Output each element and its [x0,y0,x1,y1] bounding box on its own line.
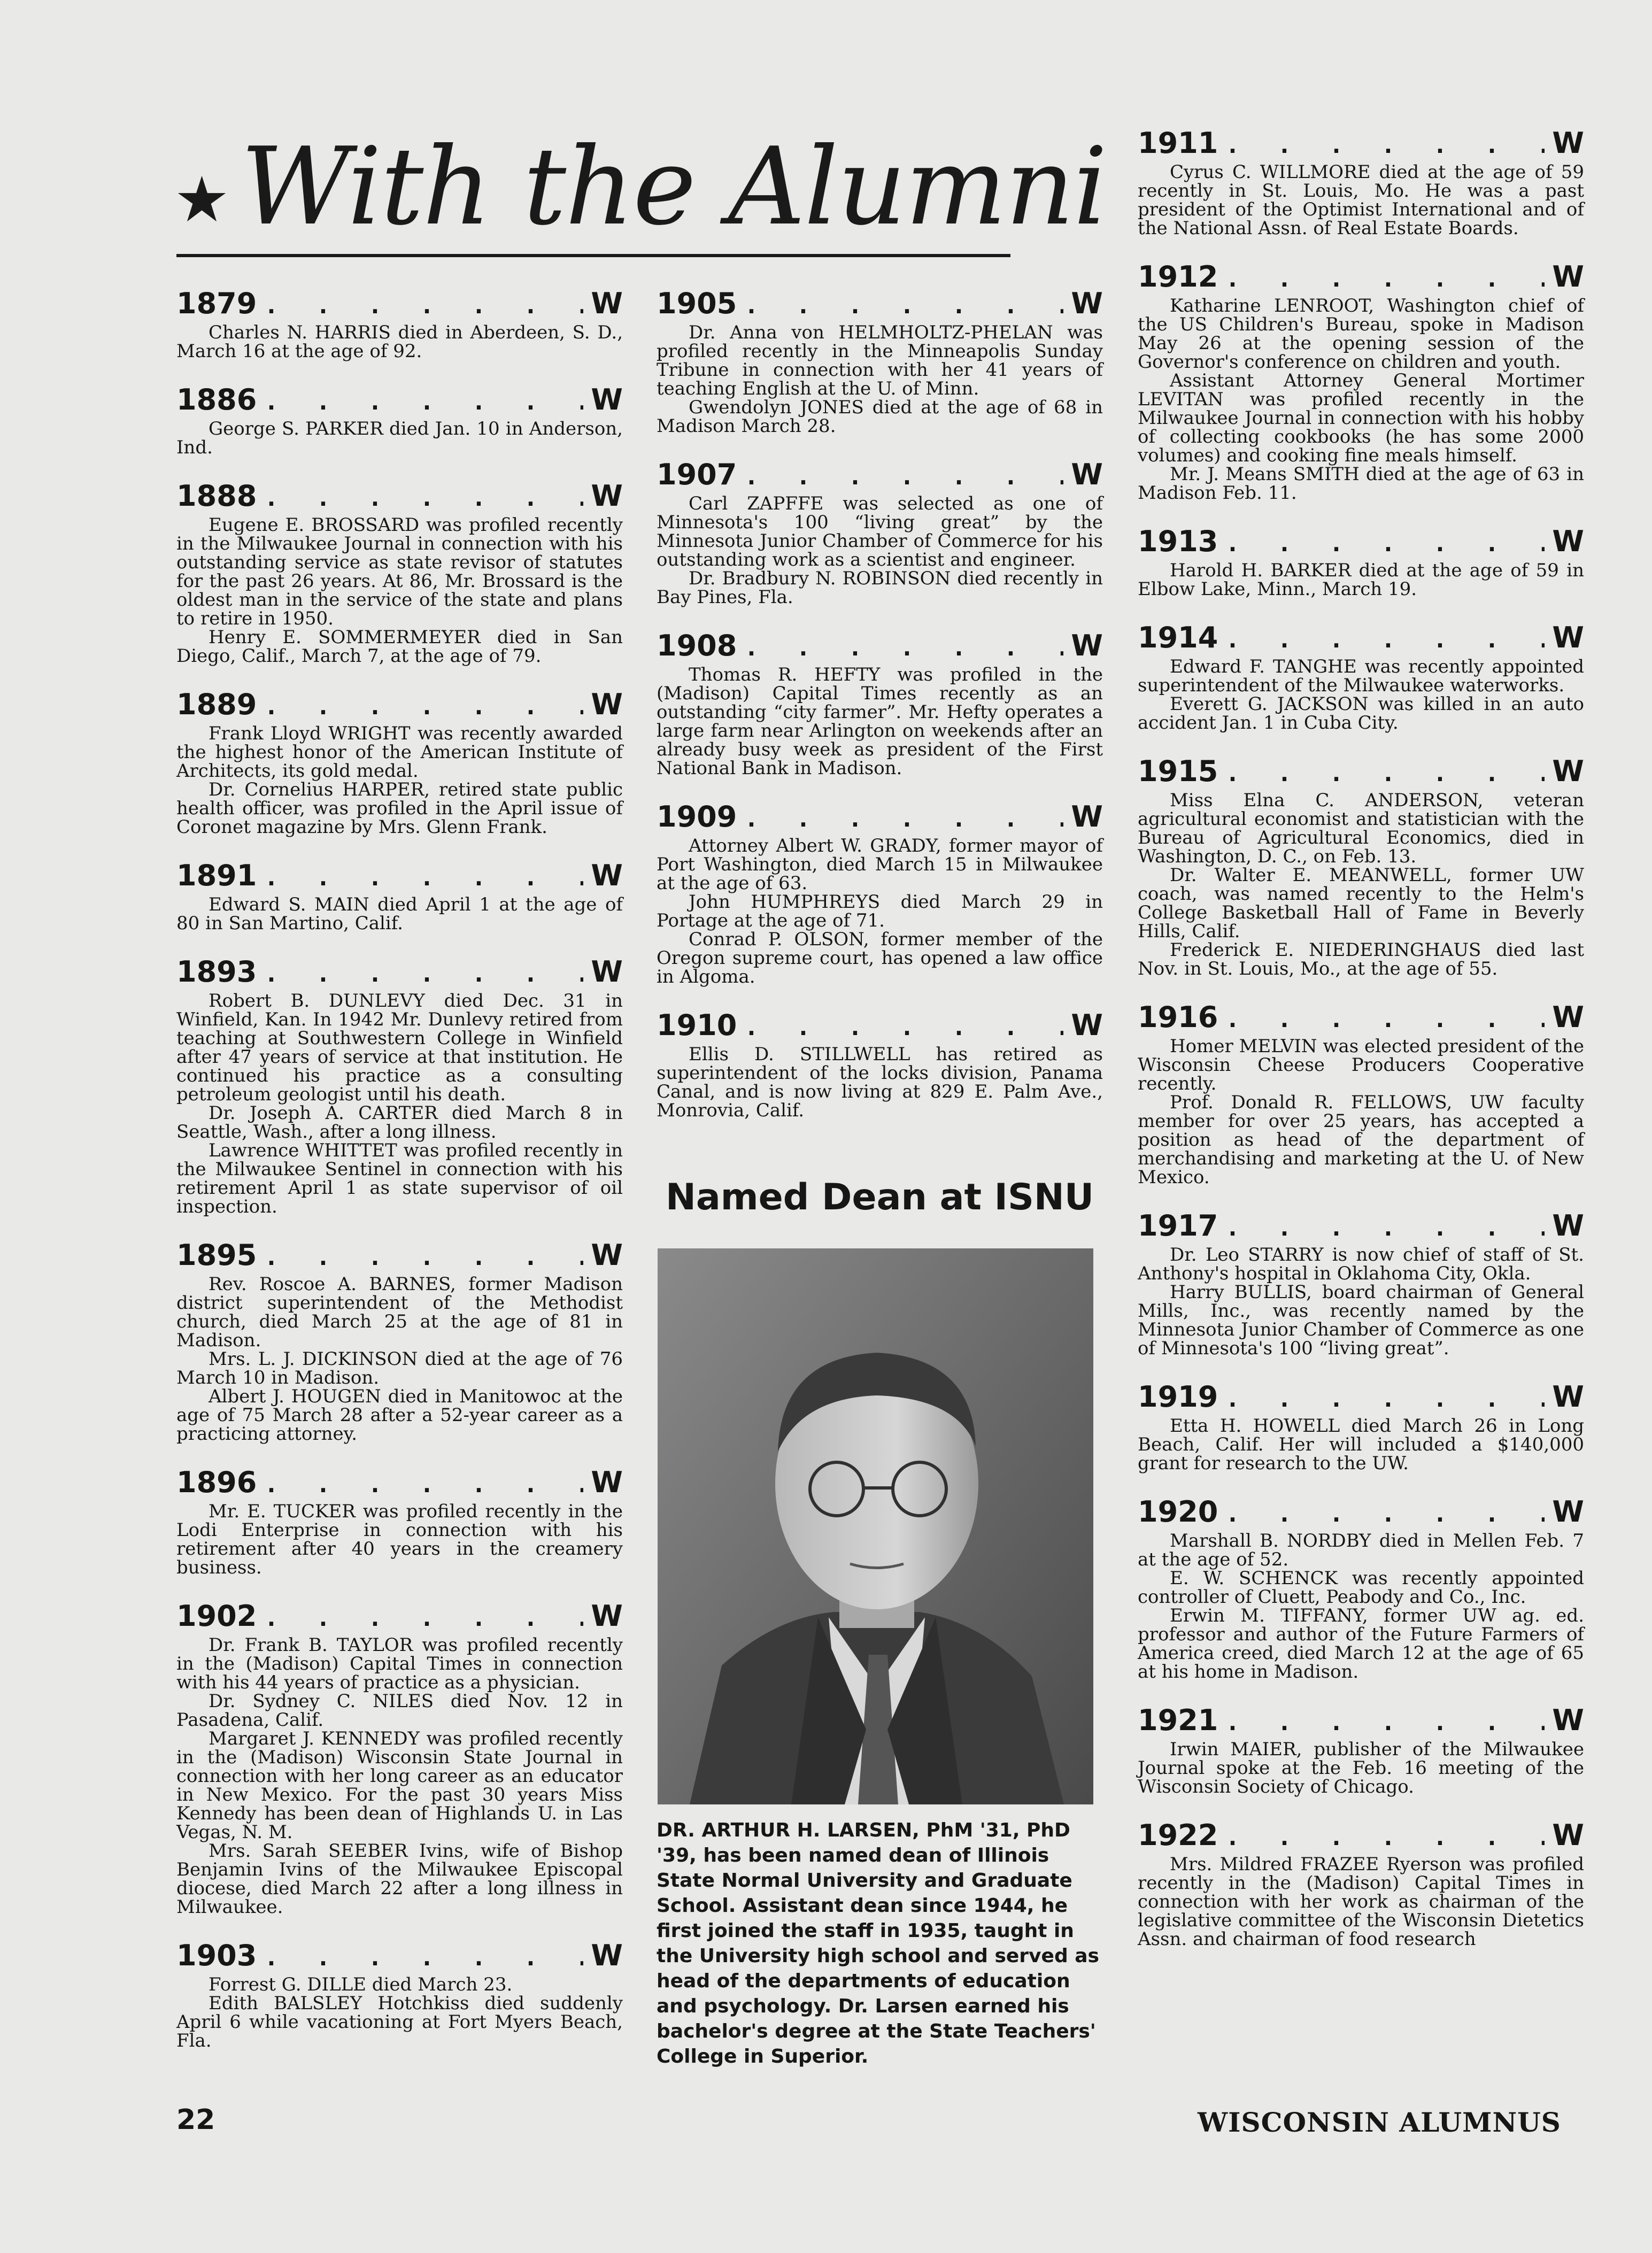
alumni-note: Edward S. MAIN died April 1 at the age of 80 in San Martino, Calif. [176,894,623,934]
class-year: 1888 [176,479,257,513]
class-entry [1138,524,1584,599]
alumni-note: Conrad P. OLSON, former member of the Oregon supreme court, has opened a law office in Algoma. [657,929,1103,987]
class-year-heading [1138,1379,1584,1417]
alumni-note: Dr. Walter E. MEANWELL, former UW coach, was named recently to the Helm's College Basketball Hall of Fame in Beverly Hills, Calif. [1138,865,1584,942]
alumni-note: Dr. Joseph A. CARTER died March 8 in Seattle, Wash., after a long illness. [176,1102,623,1143]
class-year: 1919 [1138,1380,1218,1414]
alumni-note: Harold H. BARKER died at the age of 59 in Elbow Lake, Minn., March 19. [1138,560,1584,600]
dot-leader [1225,1820,1545,1855]
dot-leader [744,459,1063,495]
alumni-note: Mr. J. Means SMITH died at the age of 63 in Madison Feb. 11. [1138,464,1584,504]
dot-leader [1225,622,1545,658]
alumni-note: Dr. Sydney C. NILES died Nov. 12 in Pasadena, Calif. [176,1691,623,1731]
class-year: 1908 [657,629,737,662]
class-year: 1909 [657,800,737,834]
class-entry [657,286,1103,436]
alumni-note: Henry E. SOMMERMEYER died in San Diego, Calif., March 7, at the age of 79. [176,627,623,667]
class-entry [1138,126,1584,238]
dot-leader [264,860,583,896]
dot-leader [744,630,1063,666]
wisconsin-mark: W [1552,1209,1584,1243]
alumni-note: Attorney Albert W. GRADY, former mayor of Port Washington, died March 15 in Milwaukee at the age of 63. [657,835,1103,894]
dot-leader [1225,756,1545,791]
class-year-heading [1138,259,1584,297]
alumni-note: Prof. Donald R. FELLOWS, UW faculty member for over 25 years, has accepted a position as head of the department of merchandising and marketing at the U. of New Mexico. [1138,1092,1584,1188]
dot-leader [744,801,1063,837]
wisconsin-mark: W [591,1238,623,1272]
column-2 [657,286,1103,1141]
alumni-note: Carl ZAPFFE was selected as one of Minnesota's 100 “living great” by the Minnesota Junior Chamber of Commerce for his outstanding work as a scientist and engineer. [657,493,1103,570]
class-entry [1138,620,1584,732]
class-entry [1138,1703,1584,1796]
class-year: 1911 [1138,126,1218,160]
dot-leader [264,1940,583,1976]
dot-leader [1225,128,1545,163]
class-year-heading [176,1238,623,1275]
alumni-note: George S. PARKER died Jan. 10 in Anderson, Ind. [176,418,623,458]
dot-leader [1225,1210,1545,1246]
alumni-note: Frank Lloyd WRIGHT was recently awarded the highest honor of the American Institute of Architects, its gold medal. [176,723,623,782]
class-year-heading [176,954,623,992]
alumni-note: Erwin M. TIFFANY, former UW ag. ed. professor and author of the Future Farmers of America creed, died March 12 at the age of 65 at his home in Madison. [1138,1605,1584,1683]
class-year-heading [1138,524,1584,561]
class-entry [1138,1379,1584,1473]
dot-leader [744,288,1063,323]
class-year: 1902 [176,1599,257,1633]
class-entry [1138,1208,1584,1358]
alumni-note: Robert B. DUNLEVY died Dec. 31 in Winfield, Kan. In 1942 Mr. Dunlevy retired from teaching at Southwestern College in Winfield after 47 years of service at that institution. He continued his practice as a consulting petroleum geologist until his death. [176,990,623,1105]
alumni-note: Frederick E. NIEDERINGHAUS died last Nov. in St. Louis, Mo., at the age of 55. [1138,939,1584,979]
class-entry [176,1599,623,1917]
class-year: 1889 [176,688,257,721]
alumni-note: Lawrence WHITTET was profiled recently in the Milwaukee Sentinel in connection with his retirement April 1 as state supervisor of oil inspection. [176,1140,623,1217]
dot-leader [744,1010,1063,1045]
alumni-note: Edith BALSLEY Hotchkiss died suddenly April 6 while vacationing at Fort Myers Beach, Fla. [176,1993,623,2051]
class-entry [176,954,623,1216]
alumni-note: Ellis D. STILLWELL has retired as superintendent of the locks division, Panama Canal, and is now living at 829 E. Palm Ave., Monrovia, Calif. [657,1044,1103,1121]
wisconsin-mark: W [591,479,623,513]
wisconsin-mark: W [591,1465,623,1499]
dot-leader [264,689,583,724]
dot-leader [264,288,583,323]
class-year-heading [176,687,623,724]
masthead [176,123,1107,257]
dot-leader [1225,526,1545,561]
class-entry [657,457,1103,607]
class-entry [1138,1494,1584,1681]
wisconsin-mark: W [1071,800,1103,834]
class-year-heading [657,799,1103,837]
class-year: 1903 [176,1939,257,1972]
class-year-heading [1138,126,1584,163]
class-year: 1893 [176,955,257,989]
alumni-note: Rev. Roscoe A. BARNES, former Madison district superintendent of the Methodist church, died March 25 at the age of 81 in Madison. [176,1274,623,1351]
class-entry [1138,1818,1584,1949]
alumni-note: Margaret J. KENNEDY was profiled recently in the (Madison) Wisconsin State Journal in connection with her long career as an educator in New Mexico. For the past 30 years Miss Kennedy has been dean of Highlands U. in Las Vegas, N. M. [176,1728,623,1843]
alumni-note: Assistant Attorney General Mortimer LEVITAN was profiled recently in the Milwaukee Journal in connection with his hobby of collecting cookbooks (he has some 2000 volumes) and cooking fine meals himself. [1138,370,1584,466]
class-year: 1896 [176,1465,257,1499]
alumni-note: Etta H. HOWELL died March 26 in Long Beach, Calif. Her will included a $140,000 grant for research to the UW. [1138,1415,1584,1474]
column-3 [1138,126,1584,1970]
alumni-note: Harry BULLIS, board chairman of General Mills, Inc., was recently named by the Minnesota Junior Chamber of Commerce as one of Minnesota's 100 “living great”. [1138,1282,1584,1359]
class-year: 1916 [1138,1000,1218,1034]
wisconsin-mark: W [1552,1380,1584,1414]
alumni-note: Dr. Leo STARRY is now chief of staff of St. Anthony's hospital in Oklahoma City, Okla. [1138,1244,1584,1284]
class-entry [176,382,623,457]
class-year: 1912 [1138,260,1218,294]
wisconsin-mark: W [1071,287,1103,320]
star-icon [176,174,227,225]
alumni-note: Mr. E. TUCKER was profiled recently in the Lodi Enterprise in connection with his retirement after 40 years in the creamery business. [176,1501,623,1578]
class-year: 1886 [176,383,257,416]
class-year-heading [176,382,623,420]
class-entry [176,479,623,666]
section-title: With the Alumni [241,125,1107,249]
dot-leader [264,384,583,420]
alumni-note: Everett G. JACKSON was killed in an auto accident Jan. 1 in Cuba City. [1138,693,1584,734]
dot-leader [264,481,583,516]
class-year-heading [1138,1000,1584,1037]
alumni-note: Dr. Cornelius HARPER, retired state public health officer, was profiled in the April issue of Coronet magazine by Mrs. Glenn Frank. [176,779,623,838]
alumni-note: Mrs. L. J. DICKINSON died at the age of 76 March 10 in Madison. [176,1348,623,1388]
wisconsin-mark: W [1071,1008,1103,1042]
alumni-note: Mrs. Sarah SEEBER Ivins, wife of Bishop Benjamin Ivins of the Milwaukee Episcopal diocese, died March 22 after a long illness in Milwaukee. [176,1840,623,1918]
class-year-heading [1138,1703,1584,1740]
class-entry [657,1008,1103,1120]
class-entry [176,286,623,361]
wisconsin-mark: W [591,859,623,892]
dot-leader [1225,1002,1545,1037]
class-entry [176,1465,623,1577]
alumni-note: E. W. SCHENCK was recently appointed controller of Cluett, Peabody and Co., Inc. [1138,1568,1584,1608]
class-entry [1138,259,1584,503]
portrait-photo [658,1248,1093,1804]
class-year-heading [176,286,623,323]
class-entry [657,628,1103,778]
alumni-note: Irwin MAIER, publisher of the Milwaukee Journal spoke at the Feb. 16 meeting of the Wisconsin Society of Chicago. [1138,1739,1584,1797]
alumni-note: Thomas R. HEFTY was profiled in the (Madison) Capital Times recently as an outstanding “city farmer”. Mr. Hefty operates a large farm near Arlington on weekends after an already busy week as president of the First National Bank in Madison. [657,664,1103,779]
alumni-note: Forrest G. DILLE died March 23. [209,1974,513,1995]
wisconsin-mark: W [1552,1818,1584,1852]
alumni-note: Eugene E. BROSSARD was profiled recently in the Milwaukee Journal in connection with his outstanding service as state revisor of statutes for the past 26 years. At 86, Mr. Brossard is the oldest man in the service of the state and plans to retire in 1950. [176,514,623,629]
class-year: 1910 [657,1008,737,1042]
class-year-heading [1138,1818,1584,1855]
class-year-heading [176,858,623,896]
wisconsin-mark: W [1552,126,1584,160]
wisconsin-mark: W [1552,1703,1584,1737]
dot-leader [264,1601,583,1636]
wisconsin-mark: W [1552,524,1584,558]
class-entry [176,858,623,933]
class-year: 1913 [1138,524,1218,558]
class-year-heading [176,1599,623,1636]
class-year: 1917 [1138,1209,1218,1243]
class-year-heading [176,1465,623,1502]
alumni-note: John HUMPHREYS died March 29 in Portage at the age of 71. [657,891,1103,931]
wisconsin-mark: W [591,955,623,989]
class-year-heading [657,286,1103,323]
class-year-heading [1138,1494,1584,1532]
dot-leader [264,956,583,992]
wisconsin-mark: W [1071,458,1103,491]
wisconsin-mark: W [591,688,623,721]
dot-leader [1225,1496,1545,1532]
alumni-note: Mrs. Mildred FRAZEE Ryerson was profiled recently in the (Madison) Capital Times in connection with her work as chairman of the legislative committee of the Wisconsin Dietetics Assn. and chairman of food research [1138,1854,1584,1950]
class-year: 1905 [657,287,737,320]
page-number: 22 [176,2104,215,2136]
wisconsin-mark: W [1552,754,1584,788]
wisconsin-mark: W [1552,260,1584,294]
column-1 [176,286,623,2072]
class-year-heading [176,479,623,516]
alumni-note: Dr. Bradbury N. ROBINSON died recently in Bay Pines, Fla. [657,568,1103,608]
class-year-heading [657,1008,1103,1045]
wisconsin-mark: W [591,1599,623,1633]
alumni-note: Gwendolyn JONES died at the age of 68 in Madison March 28. [657,397,1103,437]
wisconsin-mark: W [1552,1495,1584,1529]
publication-name: WISCONSIN ALUMNUS [1198,2107,1561,2138]
sidebar-headline: Named Dean at ISNU [665,1176,1094,1218]
class-year-heading [176,1938,623,1976]
alumni-note: Dr. Anna von HELMHOLTZ-PHELAN was profiled recently in the Minneapolis Sunday Tribune in connection with her 41 years of teaching English at the U. of Minn. [657,322,1103,399]
class-entry [1138,1000,1584,1187]
wisconsin-mark: W [591,287,623,320]
alumni-note: Cyrus C. WILLMORE died at the age of 59 recently in St. Louis, Mo. He was a past president of the Optimist International and of the National Assn. of Real Estate Boards. [1138,161,1584,239]
class-year-heading [1138,620,1584,658]
dot-leader [1225,261,1545,297]
alumni-note: Homer MELVIN was elected president of the Wisconsin Cheese Producers Cooperative recently. [1138,1036,1584,1094]
class-entry [176,687,623,837]
wisconsin-mark: W [591,1939,623,1972]
class-year: 1922 [1138,1818,1218,1852]
class-year: 1895 [176,1238,257,1272]
class-entry [176,1938,623,2050]
dot-leader [264,1240,583,1275]
title-rule [176,254,1010,257]
class-year-heading [1138,754,1584,791]
alumni-note: Albert J. HOUGEN died in Manitowoc at the age of 75 March 28 after a 52-year career as a practicing attorney. [176,1386,623,1445]
class-year: 1915 [1138,754,1218,788]
alumni-note: Miss Elna C. ANDERSON, veteran agricultural economist and statistician with the Bureau of Agricultural Economics, died in Washington, D. C., on Feb. 13. [1138,790,1584,867]
dot-leader [1225,1705,1545,1740]
class-year: 1879 [176,287,257,320]
class-year: 1914 [1138,621,1218,654]
wisconsin-mark: W [1552,1000,1584,1034]
class-year-heading [1138,1208,1584,1246]
class-entry [657,799,1103,986]
class-year: 1891 [176,859,257,892]
class-year: 1921 [1138,1703,1218,1737]
alumni-note: Charles N. HARRIS died in Aberdeen, S. D., March 16 at the age of 92. [176,322,623,362]
class-year-heading [657,457,1103,495]
class-entry [1138,754,1584,978]
class-year: 1907 [657,458,737,491]
wisconsin-mark: W [591,383,623,416]
alumni-note: Katharine LENROOT, Washington chief of the US Children's Bureau, spoke in Madison May 26 at the opening session of the Governor's conference on children and youth. [1138,295,1584,373]
class-year-heading [657,628,1103,666]
wisconsin-mark: W [1071,629,1103,662]
alumni-note: Edward F. TANGHE was recently appointed superintendent of the Milwaukee waterworks. [1138,656,1584,696]
wisconsin-mark: W [1552,621,1584,654]
dot-leader [264,1467,583,1502]
class-year: 1920 [1138,1495,1218,1529]
alumni-note: Dr. Frank B. TAYLOR was profiled recently in the (Madison) Capital Times in connection with his 44 years of practice as a physician. [176,1634,623,1693]
photo-caption: DR. ARTHUR H. LARSEN, PhM '31, PhD '39, has been named dean of Illinois State Normal University and Graduate School. Assistant dean since 1944, he first joined the staff in 1935, taught in the University high school and served as head of the departments of education and psychology. Dr. Larsen earned his bachelor's degree at the State Teachers' College in Superior. [657,1819,1099,2067]
dot-leader [1225,1382,1545,1417]
class-entry [176,1238,623,1444]
alumni-note: Marshall B. NORDBY died in Mellen Feb. 7 at the age of 52. [1138,1530,1584,1570]
